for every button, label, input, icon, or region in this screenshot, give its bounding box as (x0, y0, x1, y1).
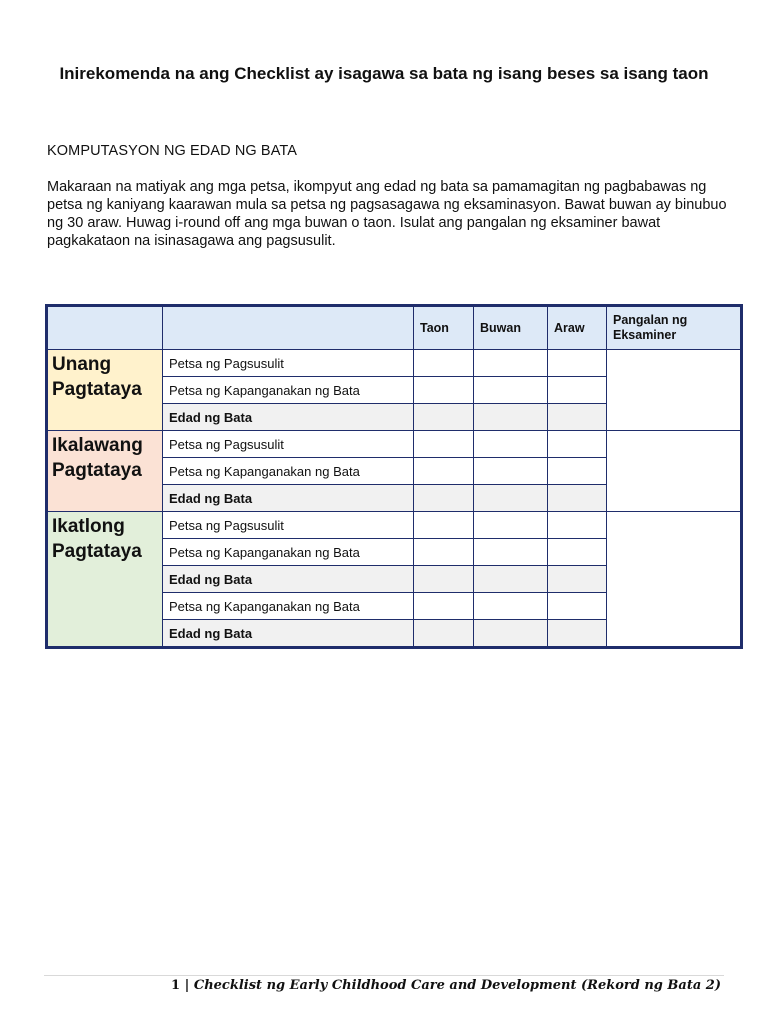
header-stage-cell (47, 306, 163, 350)
years-entry-cell[interactable] (414, 485, 474, 512)
page-footer (44, 978, 721, 993)
age-row-label: Edad ng Bata (163, 566, 414, 593)
days-entry-cell[interactable] (548, 377, 607, 404)
age-computation-table (45, 304, 743, 649)
section-heading: KOMPUTASYON NG EDAD NG BATA (47, 143, 298, 159)
months-entry-cell[interactable] (474, 404, 548, 431)
examiner-name-cell-1[interactable] (607, 350, 742, 431)
days-entry-cell[interactable] (548, 620, 607, 648)
header-item-cell (163, 306, 414, 350)
table-row (47, 350, 742, 377)
page-number: 1 (171, 978, 181, 993)
stage-label-3: Ikatlong Pagtataya (47, 512, 163, 648)
header-years: Taon (414, 306, 474, 350)
months-entry-cell[interactable] (474, 539, 548, 566)
stage-label-2: Ikalawang Pagtataya (47, 431, 163, 512)
date-row-label: Petsa ng Pagsusulit (163, 350, 414, 377)
days-entry-cell[interactable] (548, 593, 607, 620)
examiner-name-cell-2[interactable] (607, 431, 742, 512)
header-examiner: Pangalan ng Eksaminer (607, 306, 742, 350)
age-row-label: Edad ng Bata (163, 485, 414, 512)
years-entry-cell[interactable] (414, 404, 474, 431)
months-entry-cell[interactable] (474, 431, 548, 458)
footer-document-title: Checklist ng Early Childhood Care and Development (Rekord ng Bata 2) (193, 978, 721, 993)
days-entry-cell[interactable] (548, 539, 607, 566)
table-row (47, 512, 742, 539)
age-row-label: Edad ng Bata (163, 404, 414, 431)
months-entry-cell[interactable] (474, 566, 548, 593)
header-months: Buwan (474, 306, 548, 350)
footer-divider (44, 975, 724, 976)
table-header-row (47, 306, 742, 350)
years-entry-cell[interactable] (414, 458, 474, 485)
years-entry-cell[interactable] (414, 620, 474, 648)
months-entry-cell[interactable] (474, 485, 548, 512)
days-entry-cell[interactable] (548, 566, 607, 593)
months-entry-cell[interactable] (474, 620, 548, 648)
date-row-label: Petsa ng Kapanganakan ng Bata (163, 593, 414, 620)
days-entry-cell[interactable] (548, 431, 607, 458)
table-body (47, 306, 742, 648)
months-entry-cell[interactable] (474, 512, 548, 539)
instructions-paragraph: Makaraan na matiyak ang mga petsa, ikompyut ang edad ng bata sa pamamagitan ng pagbabawas ng petsa ng kaniyang kaarawan mula sa petsa ng pagsasagawa ng eksaminasyon. Bawat buwan ay binubuo ng 30 araw. Huwag i-round off ang mga buwan o taon. Isulat ang pangalan ng eksaminer bawat pagkakataon na isinasagawa ang pagsusulit. (47, 179, 727, 249)
months-entry-cell[interactable] (474, 377, 548, 404)
days-entry-cell[interactable] (548, 404, 607, 431)
years-entry-cell[interactable] (414, 593, 474, 620)
stage-label-1: Unang Pagtataya (47, 350, 163, 431)
years-entry-cell[interactable] (414, 512, 474, 539)
years-entry-cell[interactable] (414, 431, 474, 458)
years-entry-cell[interactable] (414, 566, 474, 593)
years-entry-cell[interactable] (414, 377, 474, 404)
page-title: Inirekomenda na ang Checklist ay isagawa sa bata ng isang beses sa isang taon (59, 64, 709, 83)
header-days: Araw (548, 306, 607, 350)
days-entry-cell[interactable] (548, 512, 607, 539)
months-entry-cell[interactable] (474, 593, 548, 620)
months-entry-cell[interactable] (474, 458, 548, 485)
age-row-label: Edad ng Bata (163, 620, 414, 648)
years-entry-cell[interactable] (414, 539, 474, 566)
date-row-label: Petsa ng Kapanganakan ng Bata (163, 458, 414, 485)
date-row-label: Petsa ng Pagsusulit (163, 512, 414, 539)
examiner-name-cell-3[interactable] (607, 512, 742, 648)
table-row (47, 431, 742, 458)
date-row-label: Petsa ng Kapanganakan ng Bata (163, 539, 414, 566)
months-entry-cell[interactable] (474, 350, 548, 377)
footer-separator: | (180, 978, 194, 993)
days-entry-cell[interactable] (548, 458, 607, 485)
date-row-label: Petsa ng Pagsusulit (163, 431, 414, 458)
days-entry-cell[interactable] (548, 485, 607, 512)
days-entry-cell[interactable] (548, 350, 607, 377)
date-row-label: Petsa ng Kapanganakan ng Bata (163, 377, 414, 404)
years-entry-cell[interactable] (414, 350, 474, 377)
